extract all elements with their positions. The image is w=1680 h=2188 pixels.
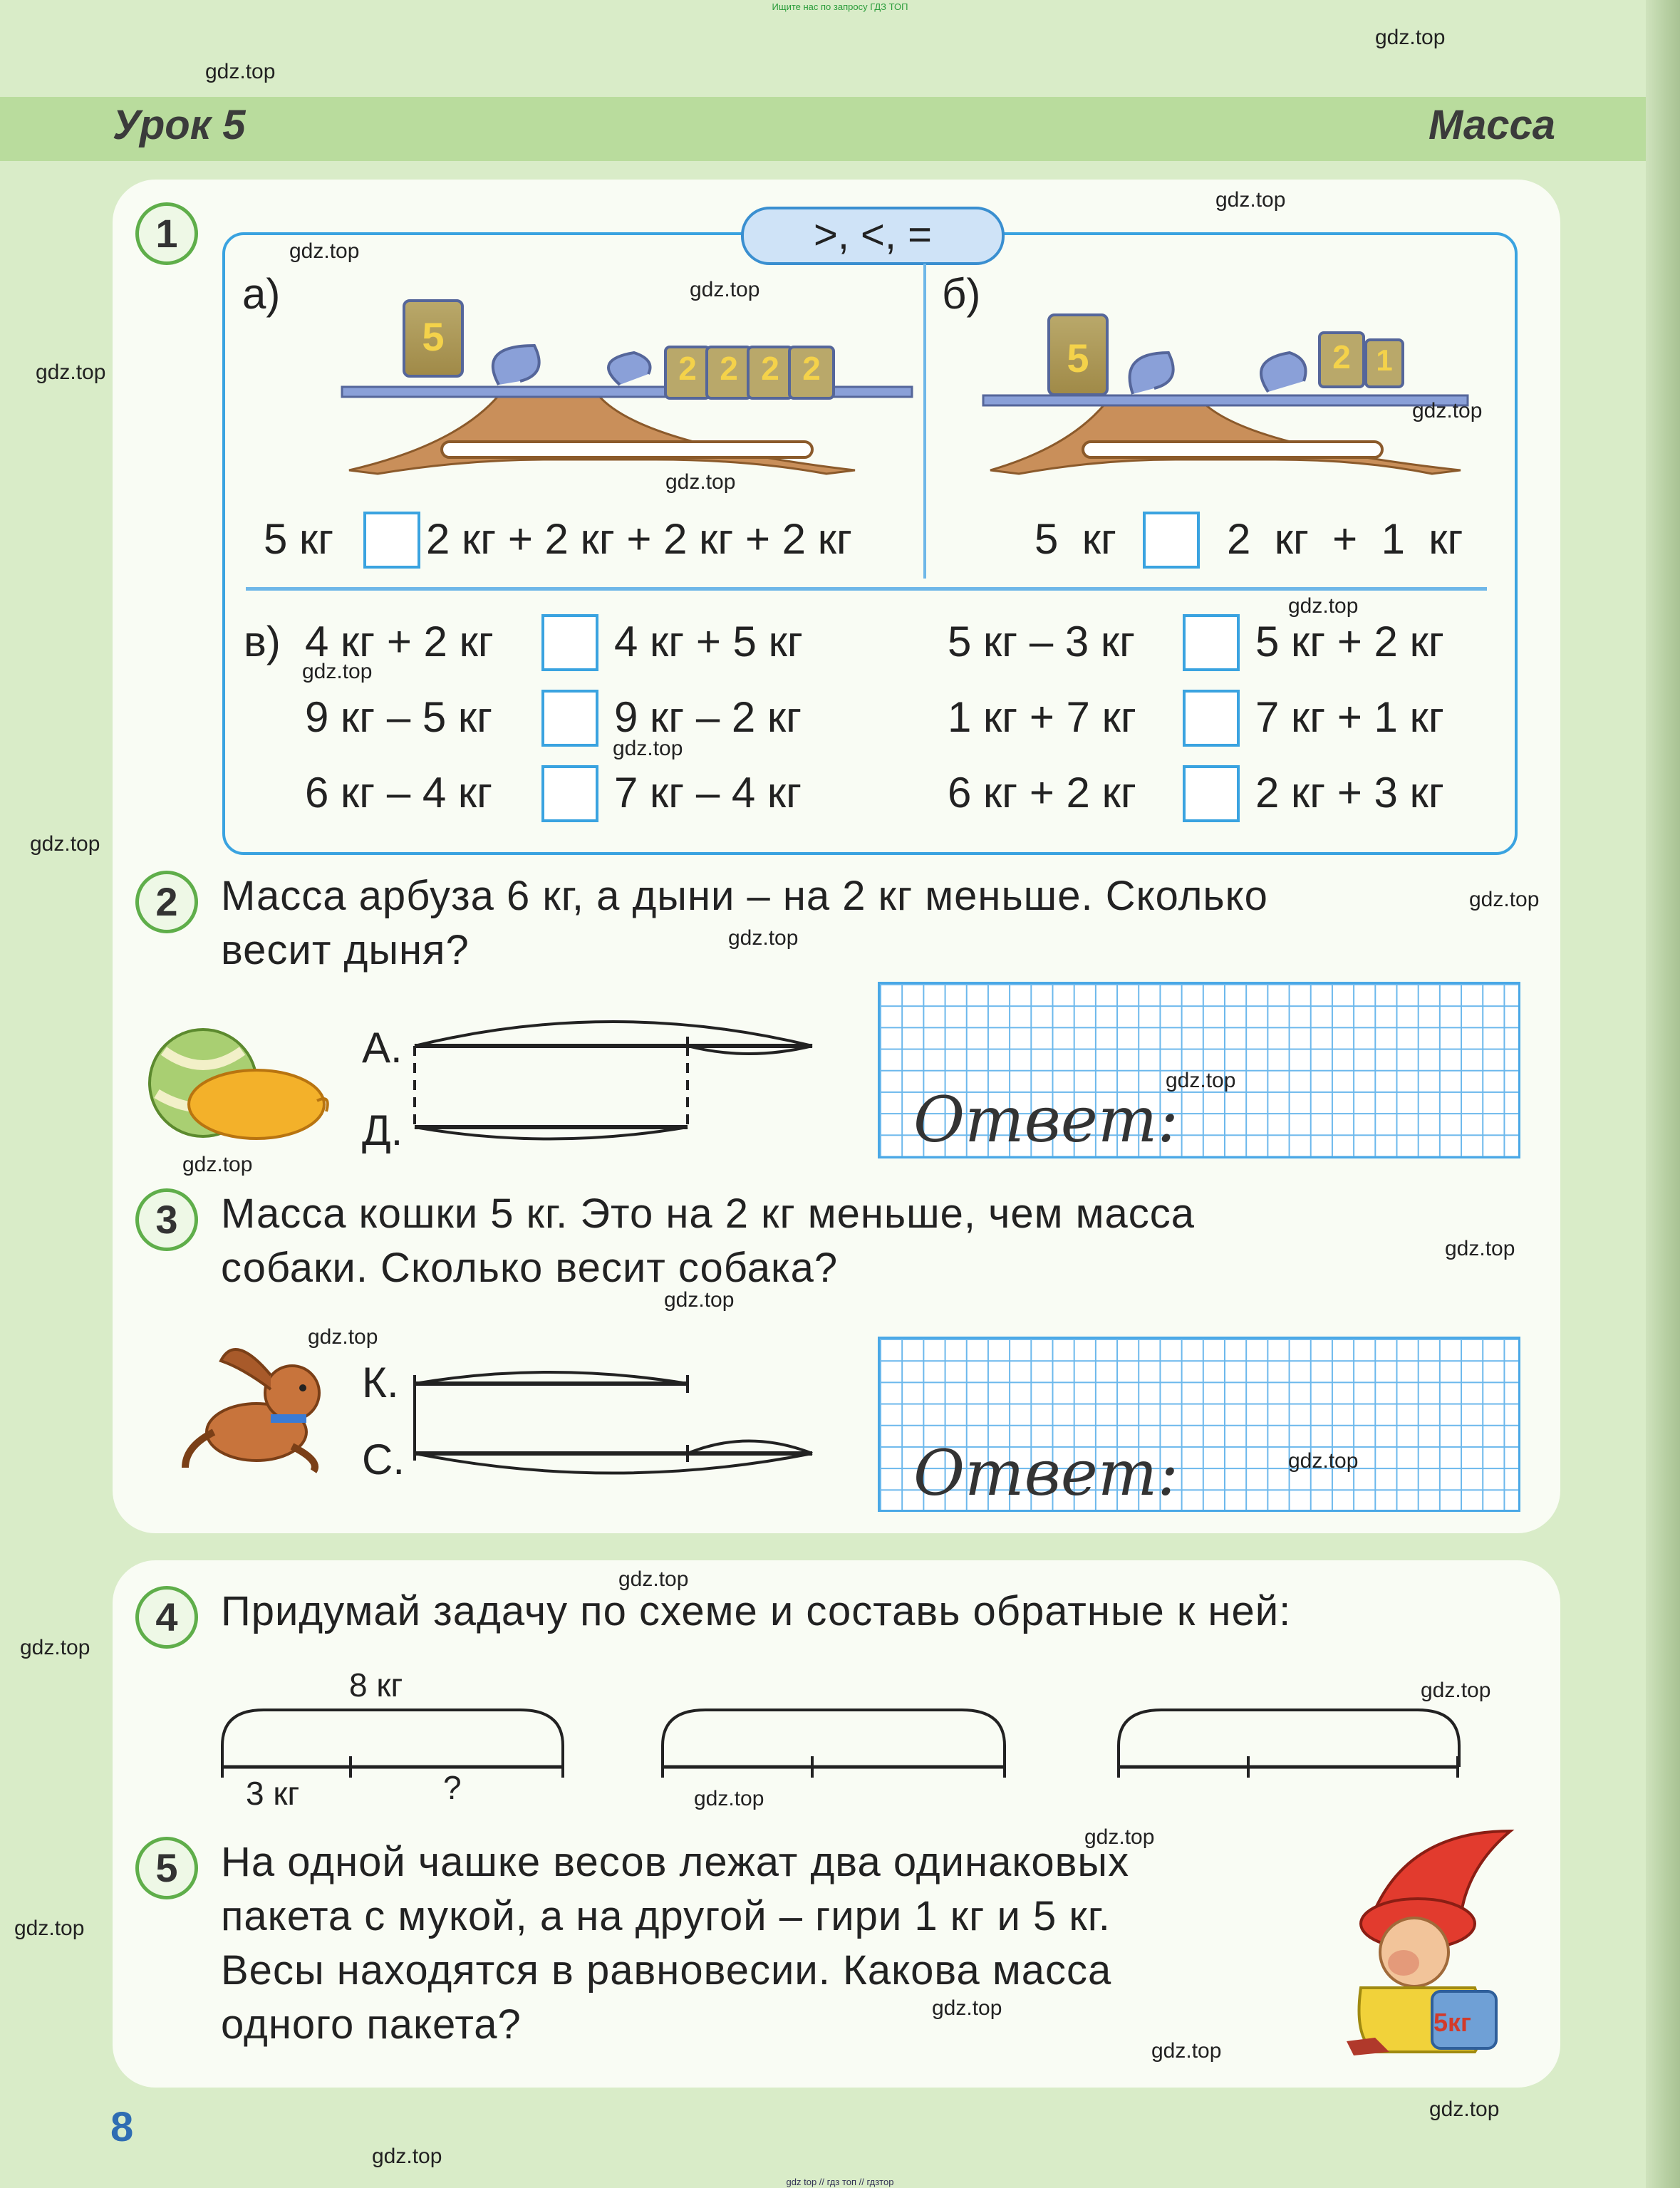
lesson-title: Урок 5 <box>113 102 246 148</box>
compare-box[interactable] <box>1143 512 1200 569</box>
segment-label-d: Д. <box>362 1106 403 1154</box>
watermark: gdz.top <box>1215 188 1286 212</box>
scheme-total-label: 8 кг <box>349 1666 403 1704</box>
compare-box[interactable] <box>1183 765 1240 822</box>
watermark: gdz.top <box>20 1636 90 1659</box>
compare-box[interactable] <box>541 765 598 822</box>
gnome-illustration <box>1325 1824 1532 2059</box>
weight-label: 2 <box>720 350 738 387</box>
weight-label: 2 <box>761 350 779 387</box>
compare-b-left: 5 кг <box>1035 515 1116 563</box>
watermark: gdz.top <box>665 470 736 494</box>
task3-text-line2: собаки. Сколько весит собака? <box>221 1245 839 1291</box>
compare-a-right: 2 кг + 2 кг + 2 кг + 2 кг <box>426 515 852 563</box>
expr: 6 кг + 2 кг <box>948 769 1136 816</box>
header-banner <box>0 97 1653 161</box>
scheme-part2-label: ? <box>443 1769 462 1806</box>
expr: 5 кг + 2 кг <box>1255 618 1444 665</box>
page-number: 8 <box>110 2104 134 2150</box>
watermark: gdz.top <box>1151 2039 1222 2063</box>
segment-label-s: С. <box>362 1436 405 1483</box>
task-number-4: 4 <box>135 1586 198 1649</box>
compare-box[interactable] <box>541 690 598 747</box>
task3-segment-diagram <box>406 1354 826 1482</box>
watermark: gdz.top <box>302 660 373 683</box>
segment-label-a: А. <box>362 1024 403 1072</box>
weight-label: 5 <box>422 314 445 359</box>
scheme-part1-label: 3 кг <box>246 1775 300 1812</box>
watermark: gdz.top <box>1288 1449 1359 1473</box>
weight-label: 5 <box>1067 336 1089 380</box>
task2-segment-diagram <box>406 1005 826 1147</box>
compare-box[interactable] <box>541 614 598 671</box>
watermark: gdz.top <box>1421 1679 1491 1702</box>
bottom-note: gdz top // гдз топ // гдзтор <box>786 2177 894 2187</box>
segment-label-k: К. <box>362 1359 399 1406</box>
task5-text-line: пакета с мукой, а на другой – гири 1 кг и 5 кг. <box>221 1893 1111 1939</box>
task-number-5: 5 <box>135 1837 198 1899</box>
watermark: gdz.top <box>1166 1069 1236 1092</box>
gnome-weight-label: 5кг <box>1433 2008 1472 2037</box>
top-note: Ищите нас по запросу ГДЗ ТОП <box>772 1 908 12</box>
watermark: gdz.top <box>618 1567 689 1591</box>
expr: 1 кг + 7 кг <box>948 693 1136 741</box>
watermark: gdz.top <box>1084 1825 1155 1849</box>
compare-b-right: 2 кг + 1 кг <box>1227 515 1463 563</box>
task-number-3: 3 <box>135 1188 198 1251</box>
watermark: gdz.top <box>1445 1237 1515 1260</box>
expr: 7 кг + 1 кг <box>1255 693 1444 741</box>
expr: 7 кг – 4 кг <box>614 769 802 816</box>
watermark: gdz.top <box>932 1996 1002 2020</box>
expr: 9 кг – 2 кг <box>614 693 802 741</box>
weight-label: 2 <box>1332 338 1351 375</box>
watermark: gdz.top <box>36 361 106 384</box>
weight-label: 2 <box>802 350 821 387</box>
weight-label: 1 <box>1376 343 1393 377</box>
task5-text-line: одного пакета? <box>221 2001 522 2048</box>
task5-text-line: На одной чашке весов лежат два одинаковых <box>221 1839 1130 1885</box>
task1-v-label: в) <box>244 618 281 665</box>
watermark: gdz.top <box>694 1787 764 1810</box>
task5-text-line: Весы находятся в равновесии. Какова масса <box>221 1947 1112 1993</box>
watermark: gdz.top <box>372 2145 442 2168</box>
vertical-divider <box>923 264 926 579</box>
watermark: gdz.top <box>664 1288 735 1312</box>
watermark: gdz.top <box>182 1153 253 1176</box>
compare-box[interactable] <box>1183 614 1240 671</box>
scheme-diagram <box>214 1696 1461 1795</box>
expr: 4 кг + 5 кг <box>614 618 803 665</box>
task2-text-line2: весит дыня? <box>221 927 470 973</box>
task1-a-label: а) <box>242 270 281 318</box>
task1-b-label: б) <box>942 270 981 318</box>
task3-text-line1: Масса кошки 5 кг. Это на 2 кг меньше, чем масса <box>221 1191 1195 1237</box>
answer-label: Ответ: <box>913 1436 1178 1510</box>
watermark: gdz.top <box>289 239 360 263</box>
task2-text-line1: Масса арбуза 6 кг, а дыни – на 2 кг меньше. Сколько <box>221 873 1268 919</box>
expr: 4 кг + 2 кг <box>305 618 494 665</box>
expr: 9 кг – 5 кг <box>305 693 493 741</box>
watermark: gdz.top <box>205 60 276 83</box>
compare-box[interactable] <box>1183 690 1240 747</box>
watermark: gdz.top <box>1288 594 1359 618</box>
signs-pill: >, <, = <box>741 207 1005 265</box>
book-spine <box>1646 0 1680 2188</box>
melon-illustration <box>135 1022 335 1151</box>
compare-box[interactable] <box>363 512 420 569</box>
watermark: gdz.top <box>1412 399 1483 422</box>
watermark: gdz.top <box>1429 2098 1500 2121</box>
watermark: gdz.top <box>308 1325 378 1349</box>
compare-a-left: 5 кг <box>264 515 334 563</box>
expr: 5 кг – 3 кг <box>948 618 1136 665</box>
watermark: gdz.top <box>14 1917 85 1940</box>
horizontal-divider <box>246 587 1487 591</box>
task-number-2: 2 <box>135 871 198 933</box>
watermark: gdz.top <box>690 278 760 301</box>
weight-label: 2 <box>678 350 697 387</box>
expr: 2 кг + 3 кг <box>1255 769 1444 816</box>
watermark: gdz.top <box>728 926 799 950</box>
watermark: gdz.top <box>613 737 683 760</box>
watermark: gdz.top <box>1375 26 1446 49</box>
task-number-1: 1 <box>135 202 198 265</box>
dog-illustration <box>171 1339 349 1482</box>
expr: 6 кг – 4 кг <box>305 769 493 816</box>
watermark: gdz.top <box>1469 888 1540 911</box>
watermark: gdz.top <box>30 832 100 856</box>
topic-title: Масса <box>1428 102 1555 148</box>
answer-label: Ответ: <box>913 1083 1178 1156</box>
task4-text: Придумай задачу по схеме и составь обратные к ней: <box>221 1588 1292 1634</box>
